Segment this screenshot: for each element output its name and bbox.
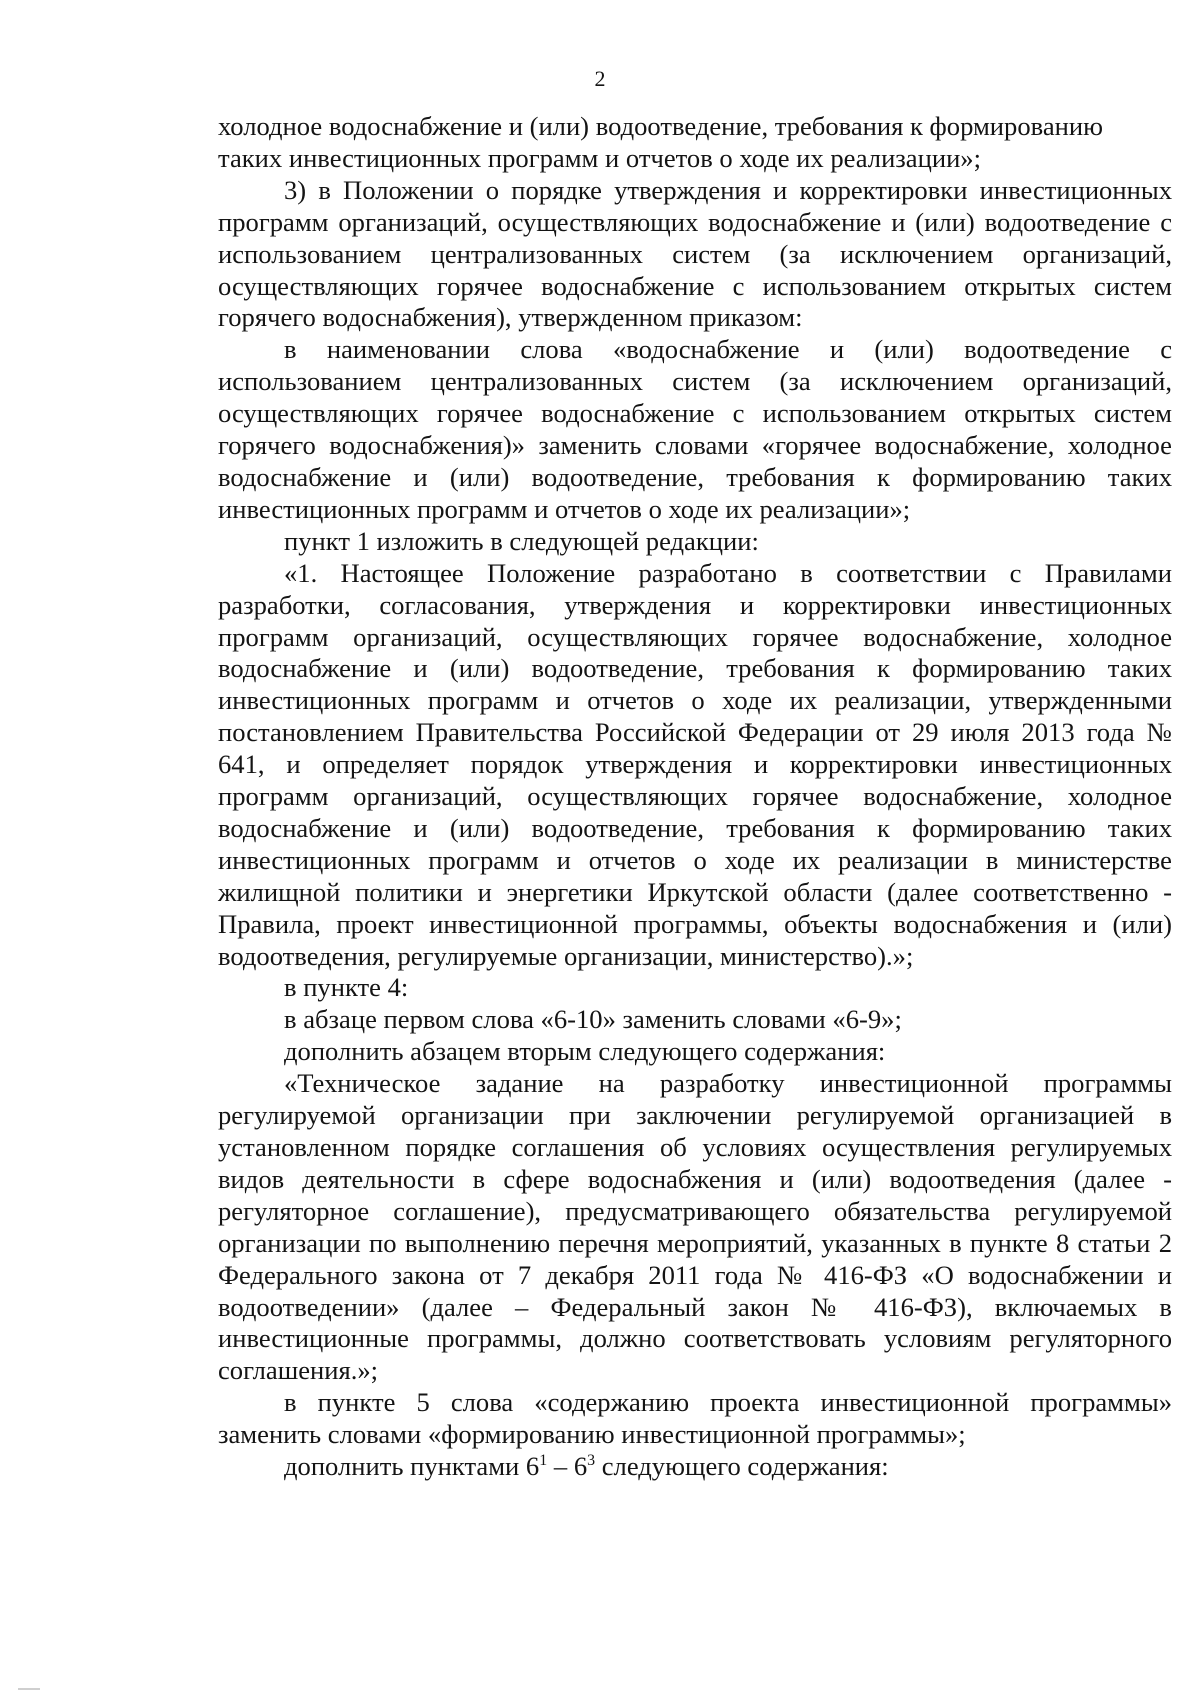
paragraph-7: в абзаце первом слова «6-10» заменить словами «6-9»; (284, 1004, 902, 1035)
paragraph-11-text-start: дополнить пунктами 6 (284, 1451, 540, 1482)
paragraph-9: «Техническое задание на разработку инвестиционной программы регулируемой организации при заключении регулируемой организацией в установленном порядке соглашения об условиях осуществления регулируемых видов деятельности в сфере водоснабжения и (или) водоотведения (далее - регуляторное соглашение), предусматривающего обязательства регулируемой организации по выполнению перечня мероприятий, указанных в пункте 8 статьи 2 Федерального закона от 7 декабря 2011 года № 416-ФЗ «О водоснабжении и водоотведении» (далее – Федеральный закон № 416-ФЗ), включаемых в инвестиционные программы, должно соответствовать условиям регуляторного соглашения.»; (218, 1068, 1172, 1386)
paragraph-5: «1. Настоящее Положение разработано в соответствии с Правилами разработки, согласования, утверждения и корректировки инвестиционных программ организаций, осуществляющих горячее водоснабжение, холодное водоснабжение и (или) водоотведение, требования к формированию таких инвестиционных программ и отчетов о ходе их реализации, утвержденными постановлением Правительства Российской Федерации от 29 июля 2013 года № 641, и определяет порядок утверждения и корректировки инвестиционных программ организаций, осуществляющих горячее водоснабжение, холодное водоснабжение и (или) водоотведение, требования к формированию таких инвестиционных программ и отчетов о ходе их реализации в министерстве жилищной политики и энергетики Иркутской области (далее соответственно - Правила, проект инвестиционной программы, объекты водоснабжения и (или) водоотведения, регулируемые организации, министерство).»; (218, 557, 1172, 971)
paragraph-1: холодное водоснабжение и (или) водоотведение, требования к формированию таких инвестиционных программ и отчетов о ходе их реализации»; (218, 111, 1103, 173)
paragraph-11-dash: – 6 (547, 1451, 588, 1482)
paragraph-3: в наименовании слова «водоснабжение и (или) водоотведение с использованием централизованных систем (за исключением организаций, осуществляющих горячее водоснабжение с использованием открытых систем горячего водоснабжения)» заменить словами «горячее водоснабжение, холодное водоснабжение и (или) водоотведение, требования к формированию таких инвестиционных программ и отчетов о ходе их реализации»; (218, 334, 1172, 524)
paragraph-11-text-end: следующего содержания: (595, 1451, 889, 1482)
paragraph-11 (218, 1451, 1172, 1483)
paragraph-10: в пункте 5 слова «содержанию проекта инвестиционной программы» заменить словами «формированию инвестиционной программы»; (218, 1387, 1172, 1450)
superscript-end: 3 (587, 1452, 596, 1470)
document-body (218, 111, 1172, 1483)
paragraph-6: в пункте 4: (284, 972, 409, 1003)
page-number: 2 (594, 66, 606, 91)
paragraph-8: дополнить абзацем вторым следующего содержания: (284, 1036, 886, 1067)
superscript-start: 1 (539, 1452, 548, 1470)
scan-artifact (18, 1688, 40, 1690)
paragraph-4: пункт 1 изложить в следующей редакции: (284, 525, 759, 556)
paragraph-2: 3) в Положении о порядке утверждения и корректировки инвестиционных программ организаций, осуществляющих водоснабжение и (или) водоотведение с использованием централизованных систем (за исключением организаций, осуществляющих горячее водоснабжение с использованием открытых систем горячего водоснабжения), утвержденном приказом: (218, 174, 1172, 333)
